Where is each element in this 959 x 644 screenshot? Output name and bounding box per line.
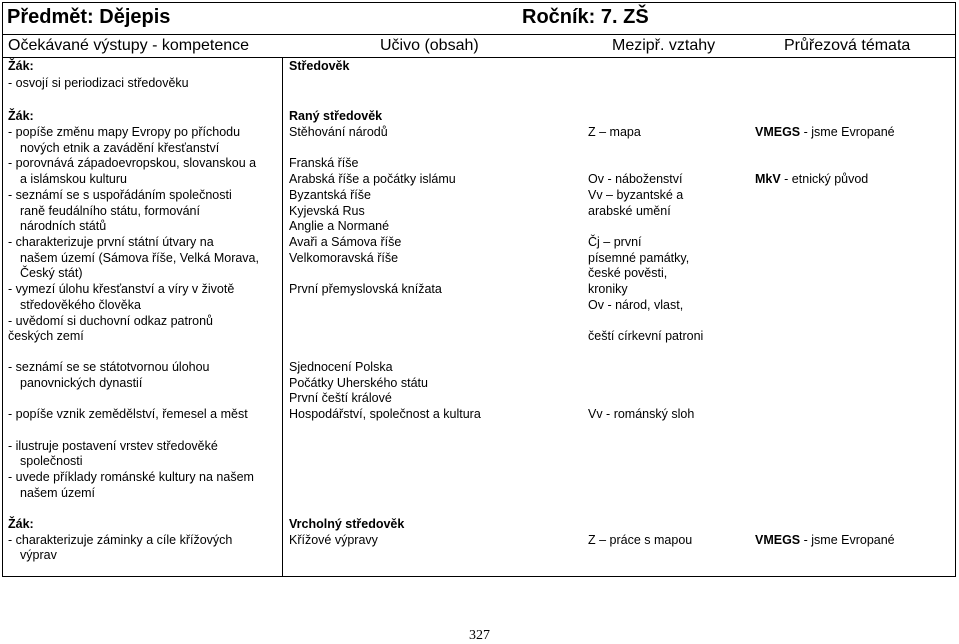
content-item: Počátky Uherského státu	[289, 376, 428, 390]
outcome-line: společnosti	[20, 454, 83, 468]
column-header-content: Učivo (obsah)	[380, 37, 479, 54]
outcome-line: - seznámí se se státotvornou úlohou	[8, 360, 210, 374]
topic-heading: Raný středověk	[289, 109, 383, 123]
content-item: První čeští králové	[289, 391, 392, 405]
column-header-outcomes: Očekávané výstupy - kompetence	[8, 37, 250, 54]
outcome-line: - uvědomí si duchovní odkaz patronů	[8, 314, 213, 328]
page-number: 327	[469, 628, 490, 643]
outcome-line: - charakterizuje první státní útvary na	[8, 235, 214, 249]
pupil-label: Žák:	[8, 517, 34, 531]
relation-item: české pověsti,	[588, 266, 668, 280]
relation-item: písemné památky,	[588, 251, 690, 265]
relation-item: Vv - románský sloh	[588, 407, 695, 421]
outcome-line: národních států	[20, 219, 107, 233]
outcome-line: Český stát)	[20, 266, 83, 280]
outcome-line: - charakterizuje záminky a cíle křížových	[8, 533, 233, 547]
outcome-line: raně feudálního státu, formování	[20, 204, 200, 218]
column-divider	[282, 57, 283, 577]
topic-heading: Středověk	[289, 59, 350, 73]
content-item: Kyjevská Rus	[289, 204, 365, 218]
relation-item: Z – práce s mapou	[588, 533, 693, 547]
content-item: Křížové výpravy	[289, 533, 378, 547]
content-item: Sjednocení Polska	[289, 360, 393, 374]
title-row-divider	[2, 34, 956, 35]
relation-item: čeští církevní patroni	[588, 329, 704, 343]
outcome-line: - uvede příklady románské kultury na našem	[8, 470, 254, 484]
outcome-line: panovnických dynastií	[20, 376, 143, 390]
relation-item: kroniky	[588, 282, 628, 296]
content-item: Avaři a Sámova říše	[289, 235, 402, 249]
pupil-label: Žák:	[8, 109, 34, 123]
pupil-label: Žák:	[8, 59, 34, 73]
outcome-line: výprav	[20, 548, 57, 562]
outcome-line: nových etnik a zavádění křesťanství	[20, 141, 220, 155]
content-item: Byzantská říše	[289, 188, 371, 202]
content-item: První přemyslovská knížata	[289, 282, 442, 296]
relation-item: Vv – byzantské a	[588, 188, 684, 202]
content-item: Stěhování národů	[289, 125, 388, 139]
outcome-line: - osvojí si periodizaci středověku	[8, 76, 189, 90]
content-item: Anglie a Normané	[289, 219, 390, 233]
column-header-relations: Mezipř. vztahy	[612, 37, 716, 54]
header-row-divider	[2, 57, 956, 58]
grade-title: Ročník: 7. ZŠ	[522, 6, 649, 28]
relation-item: Ov - národ, vlast,	[588, 298, 684, 312]
outcome-line: - vymezí úlohu křesťanství a víry v životě	[8, 282, 235, 296]
outcome-line: našem území (Sámova říše, Velká Morava,	[20, 251, 259, 265]
relation-item: Čj – první	[588, 235, 642, 249]
relation-item: arabské umění	[588, 204, 671, 218]
outcome-line: - popíše vznik zemědělství, řemesel a měst	[8, 407, 248, 421]
relation-item: Ov - náboženství	[588, 172, 683, 186]
content-item: Velkomoravská říše	[289, 251, 399, 265]
outcome-line: - popíše změnu mapy Evropy po příchodu	[8, 125, 241, 139]
outcome-line: středověkého člověka	[20, 298, 141, 312]
content-item: Arabská říše a počátky islámu	[289, 172, 456, 186]
theme-item: MkV - etnický původ	[755, 172, 869, 186]
relation-item: Z – mapa	[588, 125, 641, 139]
subject-title: Předmět: Dějepis	[7, 6, 171, 28]
content-item: Franská říše	[289, 156, 359, 170]
outcome-line: - ilustruje postavení vrstev středověké	[8, 439, 218, 453]
theme-item: VMEGS - jsme Evropané	[755, 125, 895, 139]
outcome-line: - seznámí se s uspořádáním společnosti	[8, 188, 232, 202]
outcome-line: našem území	[20, 486, 96, 500]
theme-item: VMEGS - jsme Evropané	[755, 533, 895, 547]
column-header-themes: Průřezová témata	[784, 37, 911, 54]
outcome-line: českých zemí	[8, 329, 84, 343]
topic-heading: Vrcholný středověk	[289, 517, 405, 531]
outcome-line: - porovnává západoevropskou, slovanskou a	[8, 156, 257, 170]
outcome-line: a islámskou kulturu	[20, 172, 127, 186]
content-item: Hospodářství, společnost a kultura	[289, 407, 481, 421]
